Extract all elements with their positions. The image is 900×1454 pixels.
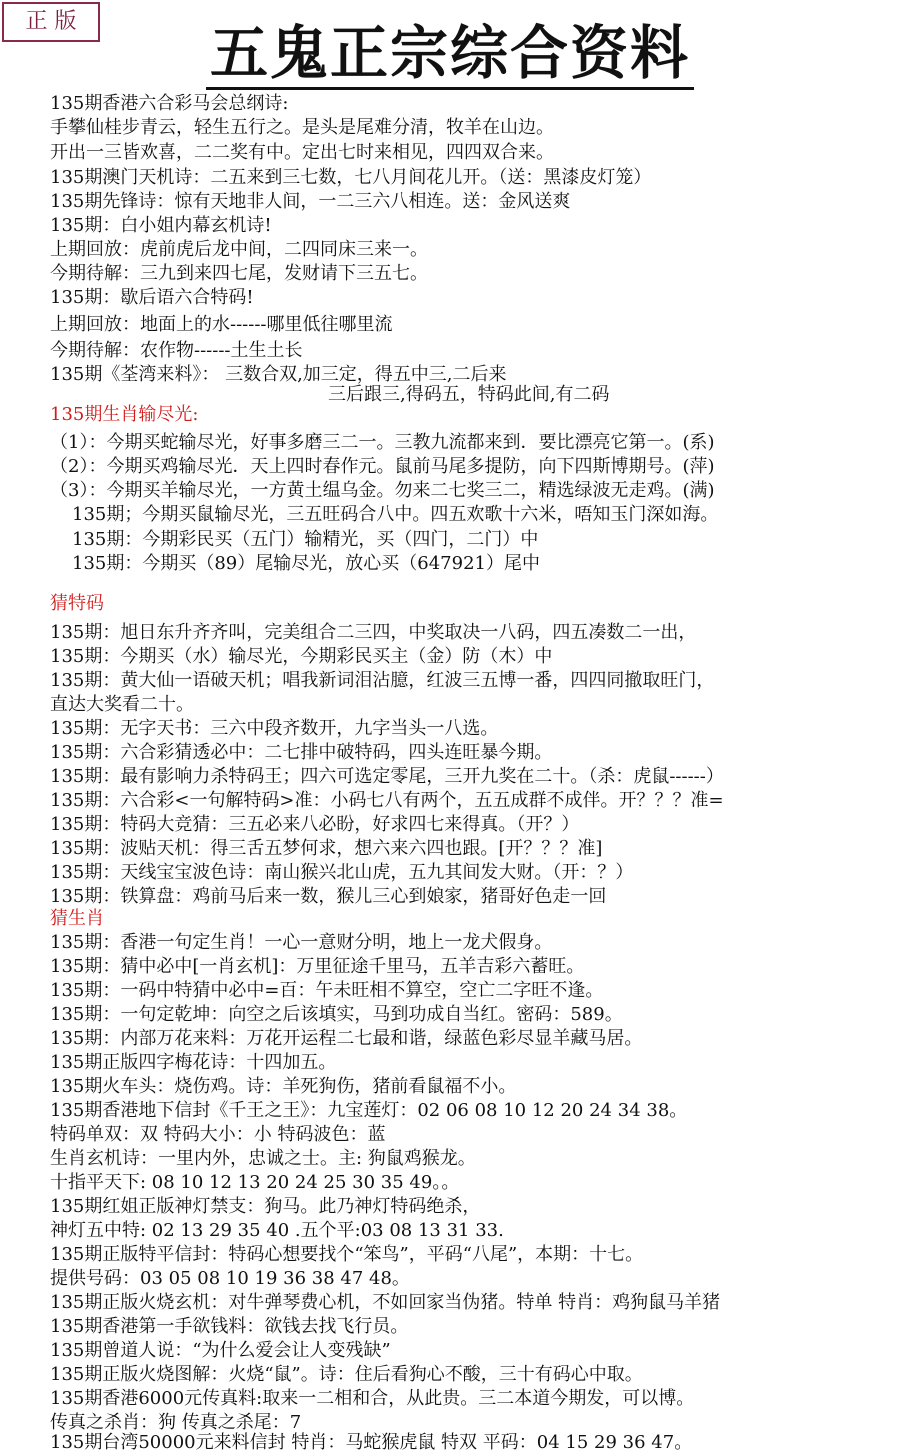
text-line: 135期《荃湾来料》： 三数合双,加三定，得五中三,二后来: [50, 364, 507, 385]
text-line: （1）：今期买蛇输尽光，好事多磨三二一。三教九流都来到．要比漂亮它第一。(系): [50, 432, 715, 453]
text-line: 135期：黄大仙一语破天机；唱我新词泪沾臆，红波三五博一番，四四同撤取旺门，: [50, 670, 715, 691]
text-line: 135期正版四字梅花诗：十四加五。: [50, 1052, 337, 1073]
page-title: [0, 18, 900, 88]
text-line: 135期正版火烧图解：火烧“鼠”。诗：住后看狗心不酸，三十有码心中取。: [50, 1364, 643, 1385]
text-line: 135期：今期买（89）尾输尽光，放心买（647921）尾中: [72, 553, 540, 574]
text-line: 135期：波贴天机：得三舌五梦何求，想六来六四也跟。[开？？？准]: [50, 838, 603, 859]
section-heading: 135期生肖输尽光:: [50, 404, 199, 425]
text-line: 135期曾道人说：“为什么爱会让人变残缺”: [50, 1340, 391, 1361]
text-line: 135期：香港一句定生肖！一心一意财分明，地上一龙犬假身。: [50, 932, 553, 953]
text-line: 135期：无字天书：三六中段齐数开，九字当头一八选。: [50, 718, 499, 739]
text-line: （2）：今期买鸡输尽光．天上四时春作元。鼠前马尾多提防，向下四斯博期号。(萍): [50, 456, 715, 477]
text-line: 135期澳门天机诗：二五来到三七数，七八月间花儿开。（送：黑漆皮灯笼）: [50, 167, 652, 188]
text-line: 上期回放：地面上的水------哪里低往哪里流: [50, 314, 393, 335]
genuine-badge: 正 版: [2, 2, 100, 42]
text-line: 135期台湾50000元来料信封 特肖：马蛇猴虎鼠 特双 平码：04 15 29 36 47。: [50, 1432, 693, 1453]
text-line: 135期：内部万花来料：万花开运程二七最和谐，绿蓝色彩尽显羊藏马居。: [50, 1028, 643, 1049]
text-line: 135期；今期买鼠输尽光，三五旺码合八中。四五欢歌十六米，唔知玉门深如海。: [72, 504, 719, 525]
text-line: 神灯五中特: 02 13 29 35 40 .五个平:03 08 13 31 33.: [50, 1220, 504, 1241]
text-line: 直达大奖看二十。: [50, 694, 194, 715]
text-line: 135期：一码中特猜中必中=百：午未旺相不算空，空亡二字旺不逢。: [50, 980, 604, 1001]
text-line: 135期：六合彩<一句解特码>准：小码七八有两个，五五成群不成伴。开？？？准=: [50, 790, 724, 811]
text-line: 提供号码：03 05 08 10 19 36 38 47 48。: [50, 1268, 410, 1289]
text-line: 135期：旭日东升齐齐叫，完美组合二三四，中奖取决一八码，四五凑数二一出，: [50, 622, 697, 643]
text-line: 三后跟三,得码五，特码此间,有二码: [328, 384, 610, 405]
text-line: 上期回放：虎前虎后龙中间，二四同床三来一。: [50, 239, 428, 260]
text-line: 135期：六合彩猜透必中：二七排中破特码，四头连旺暴今期。: [50, 742, 553, 763]
text-line: 135期香港六合彩马会总纲诗:: [50, 93, 289, 114]
text-line: 今期待解：三九到来四七尾，发财请下三五七。: [50, 263, 428, 284]
text-line: 手攀仙桂步青云，轻生五行之。是头是尾难分清，牧羊在山边。: [50, 117, 554, 138]
section-heading: 猜生肖: [50, 908, 104, 929]
text-line: 135期：一句定乾坤：向空之后该填实，马到功成自当红。密码：589。: [50, 1004, 623, 1025]
text-line: 135期：天线宝宝波色诗：南山猴兴北山虎，五九其间发大财。（开：？）: [50, 862, 634, 883]
text-line: 生肖玄机诗：一里内外，忠诚之士。主: 狗鼠鸡猴龙。: [50, 1148, 476, 1169]
text-line: 传真之杀肖：狗 传真之杀尾：7: [50, 1412, 302, 1433]
text-line: 开出一三皆欢喜，二二奖有中。定出七时来相见，四四双合来。: [50, 142, 554, 163]
text-line: 135期香港第一手欲钱料：欲钱去找飞行员。: [50, 1316, 409, 1337]
text-line: 135期香港地下信封《千王之王》：九宝莲灯：02 06 08 10 12 20 24 34 38。: [50, 1100, 688, 1121]
text-line: 135期香港6000元传真料:取来一二相和合，从此贵。三二本道今期发，可以博。: [50, 1388, 695, 1409]
text-line: 135期红姐正版神灯禁支：狗马。此乃神灯特码绝杀，: [50, 1196, 481, 1217]
text-line: 135期正版特平信封：特码心想要找个“笨鸟”，平码“八尾”，本期：十七。: [50, 1244, 644, 1265]
text-line: 135期先锋诗：惊有天地非人间，一二三六八相连。送：金风送爽: [50, 191, 571, 212]
text-line: 135期：今期买（水）输尽光，今期彩民买主（金）防（木）中: [50, 646, 553, 667]
title-text: 五鬼正宗综合资料: [206, 19, 694, 90]
text-line: 135期：白小姐内幕玄机诗!: [50, 215, 272, 236]
text-line: 十指平天下: 08 10 12 13 20 24 25 30 35 49。。: [50, 1172, 460, 1193]
text-line: 135期正版火烧玄机：对牛弹琴费心机，不如回家当伪猪。特单 特肖：鸡狗鼠马羊猪: [50, 1292, 721, 1313]
text-line: 特码单双：双 特码大小：小 特码波色：蓝: [50, 1124, 386, 1145]
section-heading: 猜特码: [50, 593, 104, 614]
text-line: 135期：铁算盘：鸡前马后来一数，猴儿三心到娘家，猪哥好色走一回: [50, 886, 607, 907]
text-line: 135期火车头：烧伤鸡。诗：羊死狗伤，猪前看鼠福不小。: [50, 1076, 517, 1097]
text-line: 135期：猜中必中[一肖玄机]：万里征途千里马，五羊吉彩六蓄旺。: [50, 956, 585, 977]
text-line: 135期：歇后语六合特码!: [50, 287, 254, 308]
text-line: 135期：今期彩民买（五门）输精光，买（四门，二门）中: [72, 529, 539, 550]
text-line: （3）：今期买羊输尽光，一方黄土缊乌金。勿来二七奖三二，精选绿波无走鸡。(满): [50, 480, 715, 501]
text-line: 今期待解：农作物------土生土长: [50, 340, 303, 361]
text-line: 135期：最有影响力杀特码王；四六可选定零尾，三开九奖在二十。（杀：虎鼠------）: [50, 766, 724, 787]
text-line: 135期：特码大竞猜：三五必来八必盼，好求四七来得真。（开？）: [50, 814, 580, 835]
